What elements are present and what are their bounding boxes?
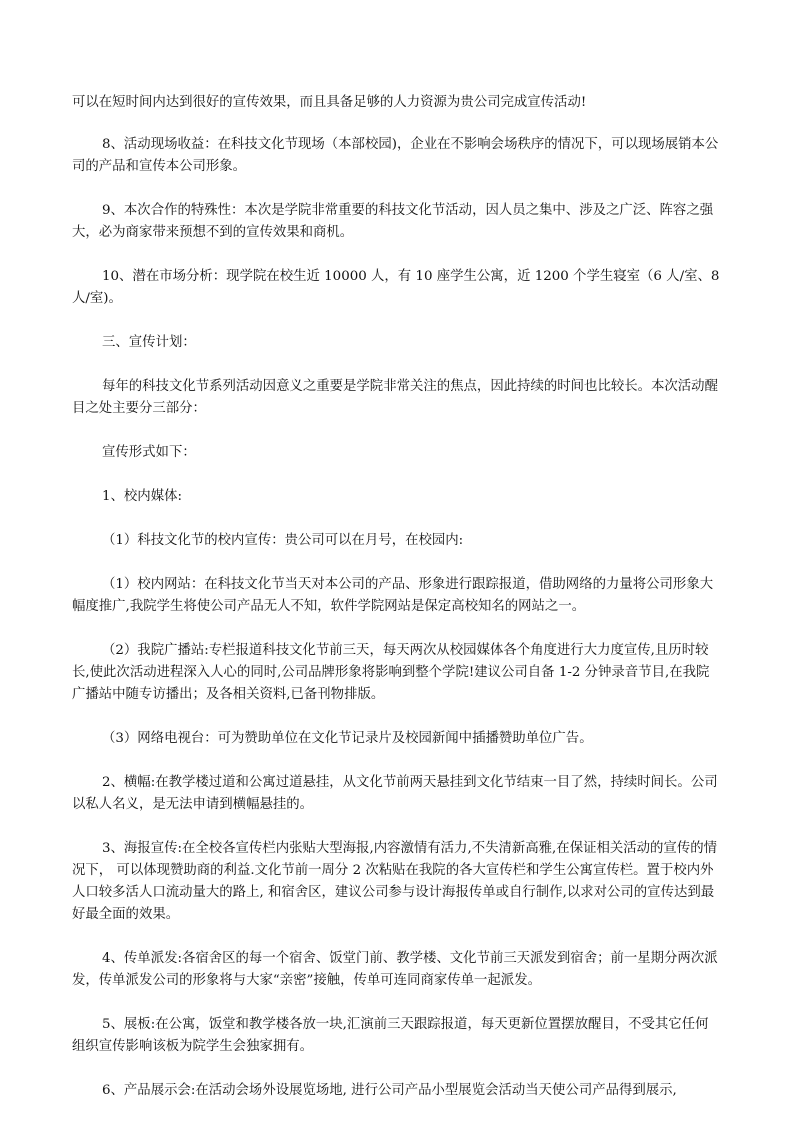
paragraph-sub-1-promo: （1）科技文化节的校内宣传：贵公司可以在月号，在校园内:	[102, 533, 464, 548]
paragraph-intro: 每年的科技文化节系列活动因意义之重要是学院非常关注的焦点，因此持续的时间也比较长。本次活动醒目之处主要分三部分：	[72, 379, 718, 416]
paragraph-campus-media: 1、校内媒体:	[102, 489, 182, 504]
paragraph-product-show: 6、产品展示会:在活动会场外设展览场地, 进行公司产品小型展览会活动当天使公司产品得到展示,	[102, 1083, 677, 1098]
document-body	[72, 92, 720, 1124]
paragraph-banner: 2、横幅:在教学楼过道和公寓过道悬挂，从文化节前两天悬挂到文化节结束一目了然，持续时间长。公司以私人名义，是无法申请到横幅悬挂的。	[72, 775, 718, 812]
paragraph-forms-heading: 宣传形式如下：	[102, 445, 196, 460]
paragraph-flyer: 4、传单派发:各宿舍区的每一个宿舍、饭堂门前、教学楼、文化节前三天派发到宿舍；前一星期分两次派发，传单派发公司的形象将与大家“亲密”接触，传单可连同商家传单一起派发。	[72, 951, 718, 988]
paragraph-display-board: 5、展板:在公寓，饭堂和教学楼各放一块,汇演前三天跟踪报道，每天更新位置摆放醒目，不受其它任何组织宣传影响该板为院学生会独家拥有。	[72, 1017, 709, 1054]
paragraph-continuation: 可以在短时间内达到很好的宣传效果，而且具备足够的人力资源为贵公司完成宣传活动!	[72, 95, 587, 110]
paragraph-sub-1-website: （1）校内网站：在科技文化节当天对本公司的产品、形象进行跟踪报道，借助网络的力量将公司形象大幅度推广,我院学生将使公司产品无人不知，软件学院网站是保定高校知名的网站之一。	[72, 577, 714, 614]
paragraph-item-9: 9、本次合作的特殊性：本次是学院非常重要的科技文化节活动，因人员之集中、涉及之广泛、阵容之强大，必为商家带来预想不到的宣传效果和商机。	[72, 203, 714, 240]
section-heading-promotion-plan: 三、宣传计划：	[102, 335, 196, 350]
paragraph-item-10: 10、潜在市场分析：现学院在校生近 10000 人，有 10 座学生公寓，近 1200 个学生寝室（6 人/室、8人/室)。	[72, 269, 720, 306]
paragraph-sub-2-radio: （2）我院广播站:专栏报道科技文化节前三天，每天两次从校园媒体各个角度进行大力度宣传,且历时较长,使此次活动进程深入人心的同时,公司品牌形象将影响到整个学院!建议公司自备 1-2 分钟录音节目,在我院广播站中随专访播出；及各相关资料,已备刊物排版。	[72, 643, 710, 702]
paragraph-poster: 3、海报宣传:在全校各宣传栏内张贴大型海报,内容激情有活力,不失清新高雅,在保证相关活动的宣传的情况下， 可以体现赞助商的利益.文化节前一周分 2 次粘贴在我院的各大宣传栏和学生公寓宣传栏。置于校内外人口较多活人口流动量大的路上, 和宿舍区，建议公司参与设计海报传单或自行制作,以求对公司的宣传达到最好最全面的效果。	[72, 841, 717, 922]
paragraph-item-8: 8、活动现场收益：在科技文化节现场（本部校园)，企业在不影响会场秩序的情况下，可以现场展销本公司的产品和宣传本公司形象。	[72, 137, 719, 174]
paragraph-sub-3-tv: （3）网络电视台：可为赞助单位在文化节记录片及校园新闻中插播赞助单位广告。	[102, 731, 593, 746]
